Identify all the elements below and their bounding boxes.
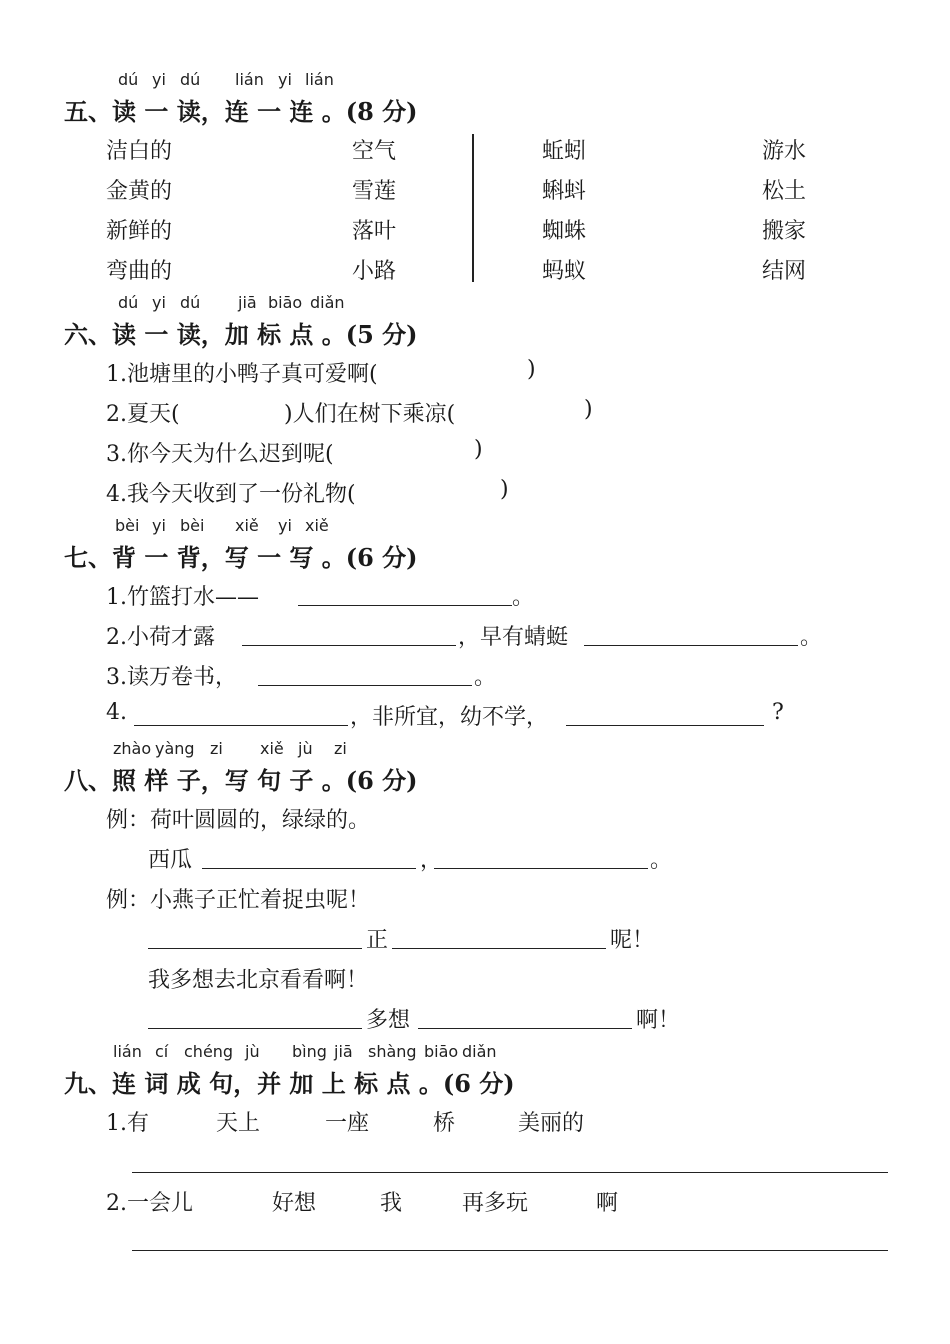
match-mid-item: 雪莲 (352, 179, 397, 204)
pinyin: yi (152, 70, 166, 89)
pinyin: zi (334, 739, 347, 758)
answer-line[interactable] (132, 1172, 888, 1173)
pinyin: lián (235, 70, 264, 89)
pinyin: xiě (235, 516, 259, 535)
question-text: 4. (106, 700, 127, 725)
question-bracket-close: ) (474, 437, 483, 462)
match-action-item: 松土 (762, 179, 807, 204)
pinyin: cí (155, 1042, 169, 1061)
question-text: 啊！ (636, 1008, 681, 1033)
question-bracket-close: ) (500, 477, 509, 502)
answer-blank[interactable] (584, 645, 798, 646)
pinyin: jiā (238, 293, 257, 312)
pinyin: diǎn (310, 293, 345, 312)
match-left-item: 金黄的 (106, 179, 173, 204)
section-title: 九、连 词 成 句，并 加 上 标 点 。(6 分) (64, 1069, 515, 1098)
answer-blank[interactable] (418, 1028, 632, 1029)
word-card: 桥 (433, 1111, 456, 1136)
match-animal-item: 蜘蛛 (542, 219, 587, 244)
answer-blank[interactable] (566, 725, 764, 726)
pinyin: zi (210, 739, 223, 758)
word-card: 1.有 (106, 1111, 149, 1136)
word-card: 好想 (272, 1191, 317, 1216)
pinyin: dú (118, 293, 139, 312)
example-sentence: 我多想去北京看看啊！ (148, 968, 369, 993)
word-card: 美丽的 (518, 1111, 585, 1136)
question-bracket-close: ) (527, 357, 536, 382)
pinyin: lián (113, 1042, 142, 1061)
pinyin: yi (152, 516, 166, 535)
question-text: )人们在树下乘凉( (284, 402, 456, 427)
match-action-item: 搬家 (762, 219, 807, 244)
match-left-item: 新鲜的 (106, 219, 173, 244)
pinyin: bèi (180, 516, 205, 535)
match-animal-item: 蚯蚓 (542, 139, 587, 164)
section-title: 八、照 样 子，写 句 子 。(6 分) (64, 766, 418, 795)
question-bracket-close: ) (584, 397, 593, 422)
pinyin: zhào (113, 739, 152, 758)
pinyin: shàng (368, 1042, 417, 1061)
pinyin: dú (180, 70, 201, 89)
section-title: 六、读 一 读，加 标 点 。(5 分) (64, 320, 418, 349)
pinyin: dú (180, 293, 201, 312)
answer-blank[interactable] (392, 948, 606, 949)
answer-blank[interactable] (134, 725, 348, 726)
pinyin: dú (118, 70, 139, 89)
question-text: 1.竹篮打水—— (106, 585, 259, 610)
word-card: 再多玩 (462, 1191, 529, 1216)
pinyin: yàng (155, 739, 195, 758)
word-card: 我 (380, 1191, 403, 1216)
pinyin: jiā (334, 1042, 353, 1061)
pinyin: jù (298, 739, 313, 758)
answer-blank[interactable] (202, 868, 416, 869)
answer-blank[interactable] (434, 868, 648, 869)
match-mid-item: 空气 (352, 139, 397, 164)
section-title: 五、读 一 读，连 一 连 。(8 分) (64, 97, 418, 126)
pinyin: bìng (292, 1042, 327, 1061)
pinyin: lián (305, 70, 334, 89)
question-text: 1.池塘里的小鸭子真可爱啊( (106, 362, 378, 387)
question-text: 。 (512, 585, 535, 610)
pinyin: jù (245, 1042, 260, 1061)
pinyin: xiě (305, 516, 329, 535)
question-text: 2.夏天( (106, 402, 180, 427)
question-text: 3.读万卷书， (106, 665, 237, 690)
question-text: 2.小荷才露 (106, 625, 215, 650)
question-text: ，非所宜，幼不学， (350, 705, 549, 730)
match-animal-item: 蝌蚪 (542, 179, 587, 204)
question-text: 多想 (366, 1008, 411, 1033)
pinyin: diǎn (462, 1042, 497, 1061)
word-card: 啊 (596, 1191, 619, 1216)
column-divider (472, 134, 474, 282)
question-text: 西瓜 (148, 848, 193, 873)
answer-blank[interactable] (148, 948, 362, 949)
pinyin: bèi (115, 516, 140, 535)
match-left-item: 洁白的 (106, 139, 173, 164)
question-text: 。 (800, 625, 823, 650)
example-sentence: 例：荷叶圆圆的，绿绿的。 (106, 808, 371, 833)
word-card: 2.一会儿 (106, 1191, 193, 1216)
question-text: 4.我今天收到了一份礼物( (106, 482, 356, 507)
match-mid-item: 落叶 (352, 219, 397, 244)
word-card: 一座 (325, 1111, 370, 1136)
answer-blank[interactable] (298, 605, 512, 606)
question-text: 3.你今天为什么迟到呢( (106, 442, 334, 467)
example-sentence: 例：小燕子正忙着捉虫呢！ (106, 888, 371, 913)
word-card: 天上 (216, 1111, 261, 1136)
answer-blank[interactable] (242, 645, 456, 646)
question-text: 。 (650, 848, 673, 873)
answer-blank[interactable] (148, 1028, 362, 1029)
match-left-item: 弯曲的 (106, 259, 173, 284)
match-animal-item: 蚂蚁 (542, 259, 587, 284)
match-mid-item: 小路 (352, 259, 397, 284)
match-action-item: 结网 (762, 259, 807, 284)
question-text: 正 (366, 928, 389, 953)
pinyin: yi (278, 516, 292, 535)
answer-blank[interactable] (258, 685, 472, 686)
pinyin: biāo (424, 1042, 459, 1061)
pinyin: yi (278, 70, 292, 89)
answer-line[interactable] (132, 1250, 888, 1251)
question-text: 。 (474, 665, 497, 690)
question-text: ，早有蜻蜓 (458, 625, 569, 650)
question-text: ， (420, 848, 443, 873)
match-action-item: 游水 (762, 139, 807, 164)
pinyin: chéng (184, 1042, 234, 1061)
pinyin: biāo (268, 293, 303, 312)
pinyin: xiě (260, 739, 284, 758)
question-text: ? (772, 700, 784, 725)
section-title: 七、背 一 背，写 一 写 。(6 分) (64, 543, 418, 572)
pinyin: yi (152, 293, 166, 312)
question-text: 呢！ (610, 928, 655, 953)
